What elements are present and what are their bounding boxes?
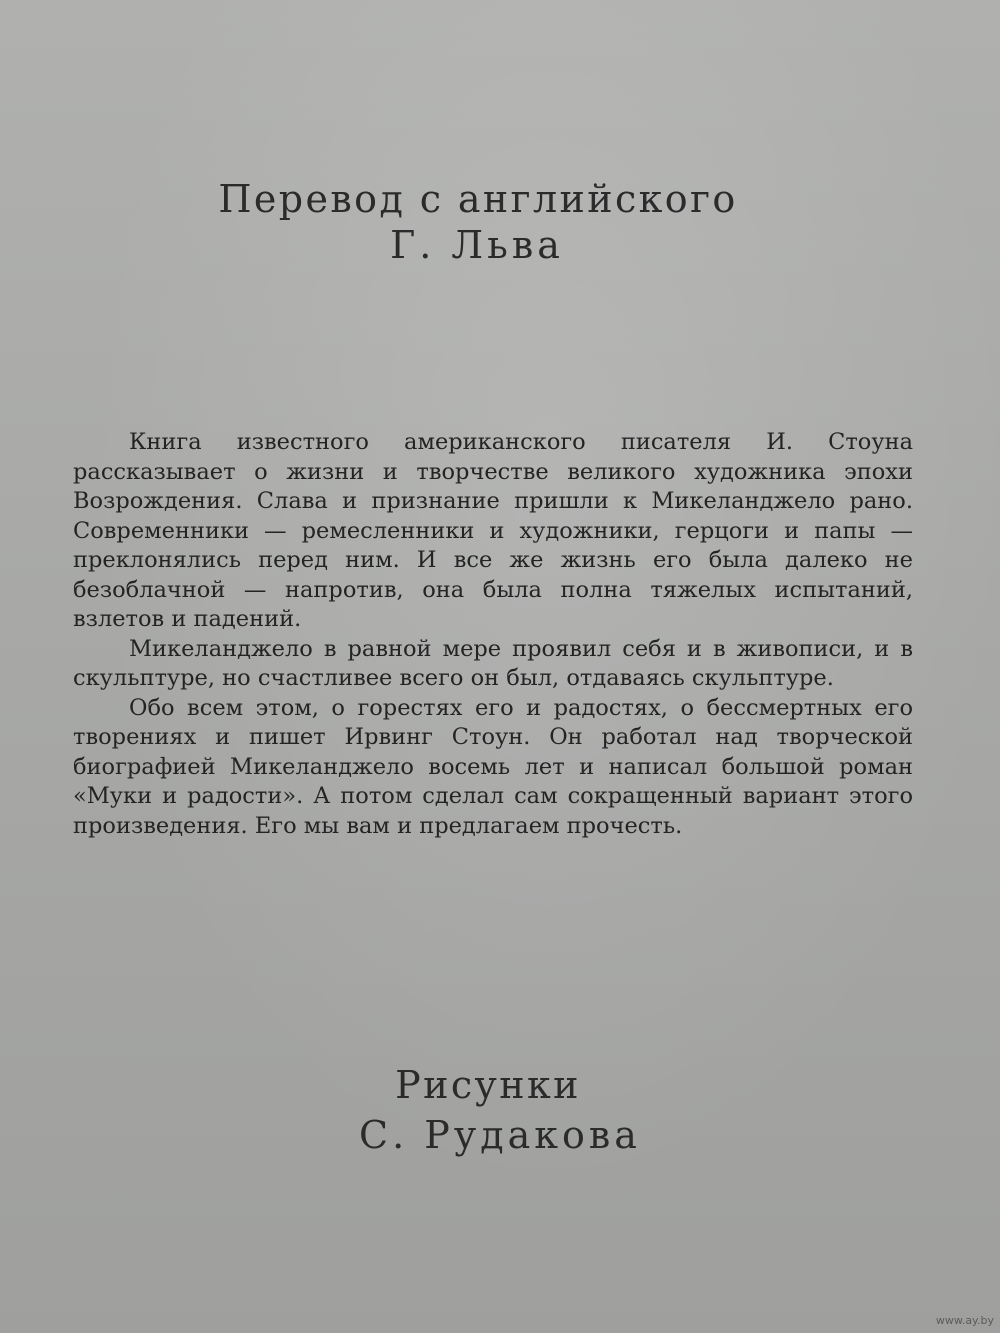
annotation-paragraph-1: Книга известного американского писателя И. Стоуна рассказывает о жизни и творчестве великого художника эпохи Возрождения. Слава и признание пришли к Микеланджело рано. Современники — ремесленники и художники, герцоги и папы — преклонялись перед ним. И все же жизнь его была далеко не безоблачной — напротив, она была полна тяжелых испытаний, взлетов и падений. [73,429,913,632]
annotation-paragraph-2: Микеланджело в равной мере проявил себя и в живописи, и в скульптуре, но счастливее всего он был, отдаваясь скульптуре. [73,635,913,691]
illustrator-name: С. Рудакова [359,1113,641,1157]
book-annotation [73,428,913,841]
translation-credit [0,176,1000,268]
site-watermark: www.ay.by [935,1314,994,1327]
annotation-paragraph-3: Обо всем этом, о горестях его и радостях, о бессмертных его творениях и пишет Ирвинг Стоун. Он работал над творческой биографией Микеланджело восемь лет и написал большой роман «Муки и радости». А потом сделал сам сокращенный вариант этого произведения. Его мы вам и предлагаем прочесть. [73,694,913,839]
translation-line: Перевод с английского [218,177,738,221]
illustrations-label: Рисунки [395,1063,581,1107]
illustrations-credit [0,1060,1000,1160]
translator-name: Г. Льва [390,223,564,267]
